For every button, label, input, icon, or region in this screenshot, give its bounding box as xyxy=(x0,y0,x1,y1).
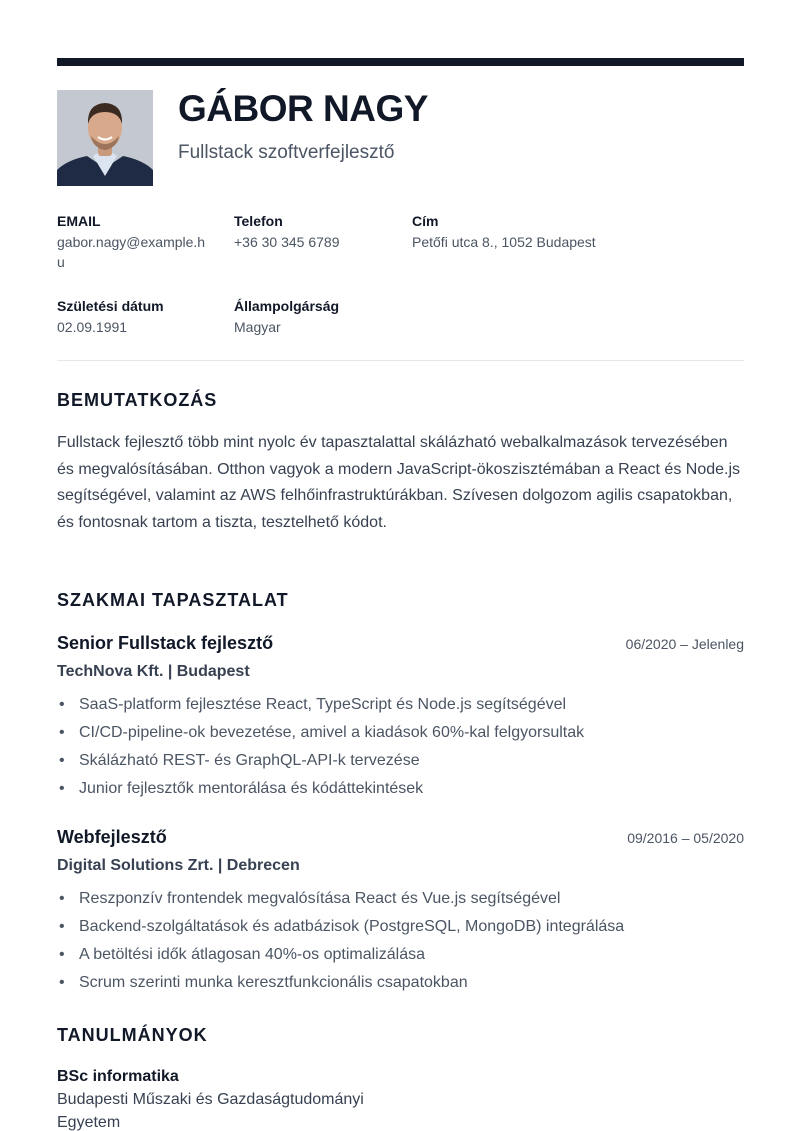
contact-birthdate xyxy=(57,298,217,337)
citizenship-value: Magyar xyxy=(234,319,281,335)
email-value: gabor.nagy@example.hu xyxy=(57,234,206,270)
education-heading: TANULMÁNYOK xyxy=(57,1025,208,1045)
address-label: Cím xyxy=(412,213,439,229)
candidate-name: GÁBOR NAGY xyxy=(178,88,428,129)
job-date: 09/2016 – 05/2020 xyxy=(627,830,744,846)
profile-photo xyxy=(57,90,153,186)
job-bullet: • Backend-szolgáltatások és adatbázisok (PostgreSQL, MongoDB) integrálása xyxy=(57,913,744,941)
job-bullet-list xyxy=(57,885,744,997)
summary-heading: BEMUTATKOZÁS xyxy=(57,390,218,410)
job-bullet: • SaaS-platform fejlesztése React, TypeScript és Node.js segítségével xyxy=(57,691,744,719)
job-bullet: • Reszponzív frontendek megvalósítása React és Vue.js segítségével xyxy=(57,885,744,913)
phone-label: Telefon xyxy=(234,213,283,229)
job-company: Digital Solutions Zrt. | Debrecen xyxy=(57,857,300,874)
job-company: TechNova Kft. | Budapest xyxy=(57,663,250,680)
birthdate-label: Születési dátum xyxy=(57,298,164,314)
job-bullet: • Scrum szerinti munka keresztfunkcionális csapatokban xyxy=(57,969,744,997)
job-bullet: • CI/CD-pipeline-ok bevezetése, amivel a kiadások 60%-kal felgyorsultak xyxy=(57,719,744,747)
job-bullet: • A betöltési idők átlagosan 40%-os optimalizálása xyxy=(57,941,744,969)
contact-address xyxy=(412,213,672,252)
education-degree: BSc informatika xyxy=(57,1068,179,1085)
candidate-job-title: Fullstack szoftverfejlesztő xyxy=(178,142,395,163)
job-date: 06/2020 – Jelenleg xyxy=(625,636,744,652)
experience-heading: SZAKMAI TAPASZTALAT xyxy=(57,590,289,610)
job-bullet: • Junior fejlesztők mentorálása és kódáttekintések xyxy=(57,775,744,803)
contact-email xyxy=(57,213,217,272)
job-title: Senior Fullstack fejlesztő xyxy=(57,633,274,653)
job-entry xyxy=(57,633,744,803)
person-portrait-icon xyxy=(57,90,153,186)
job-entry xyxy=(57,827,744,997)
contact-phone xyxy=(234,213,394,252)
contact-citizenship xyxy=(234,298,394,337)
job-title: Webfejlesztő xyxy=(57,827,167,847)
job-bullet: • Skálázható REST- és GraphQL-API-k tervezése xyxy=(57,747,744,775)
address-value: Petőfi utca 8., 1052 Budapest xyxy=(412,234,596,250)
citizenship-label: Állampolgárság xyxy=(234,298,340,314)
education-entry xyxy=(57,1068,457,1131)
job-bullet-list xyxy=(57,691,744,803)
birthdate-value: 02.09.1991 xyxy=(57,319,128,335)
email-label: EMAIL xyxy=(57,213,101,229)
summary-text: Fullstack fejlesztő több mint nyolc év tapasztalattal skálázható webalkalmazások tervezésében és megvalósításában. Otthon vagyok a modern JavaScript-ökoszisztémában a React és Node.js segítségével, valamint az AWS felhőinfrastruktúrákban. Szívesen dolgozom agilis csapatokban, és fontosnak tartom a tiszta, tesztelhető kódot. xyxy=(57,434,741,531)
top-accent-bar xyxy=(57,58,744,66)
phone-value: +36 30 345 6789 xyxy=(234,234,340,250)
education-school: Budapesti Műszaki és Gazdaságtudományi Egyetem xyxy=(57,1091,364,1131)
section-divider xyxy=(57,360,744,361)
